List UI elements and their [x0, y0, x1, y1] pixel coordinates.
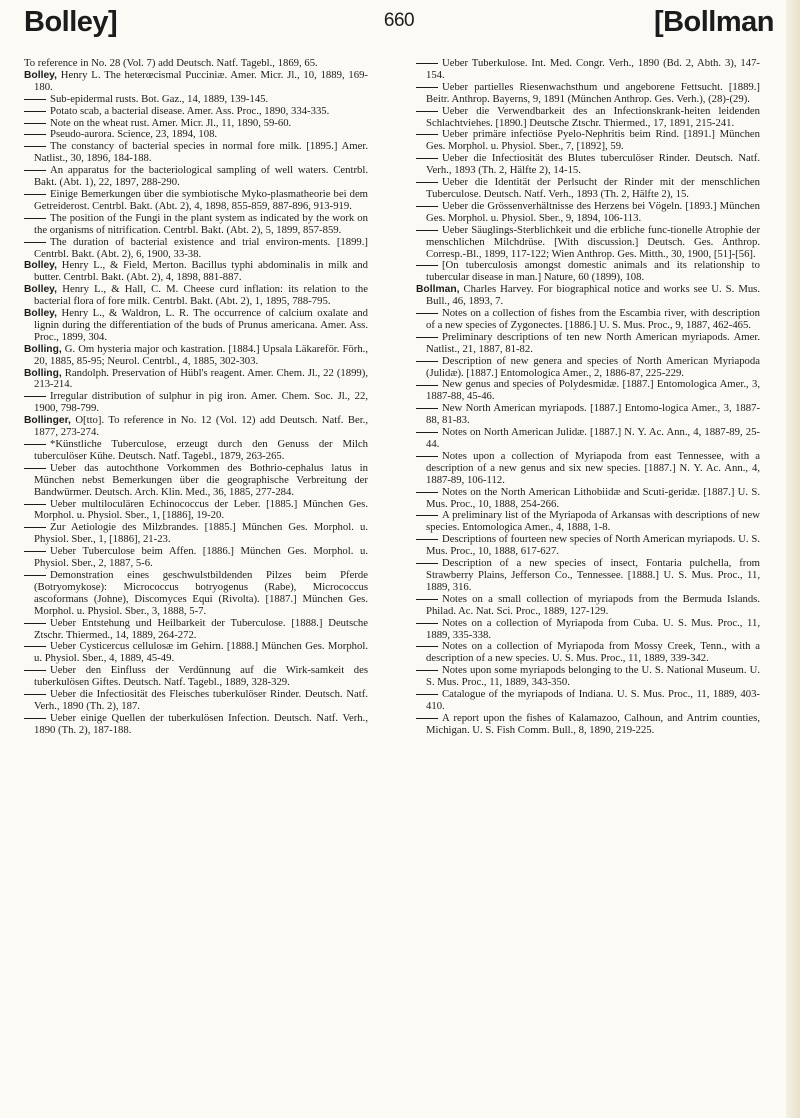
bibliography-entry — [416, 356, 760, 380]
entry-text: Notes on a collection of fishes from the Escambia river, with description of a new species of Zygonectes. [1886.] U. S. Mus. Proc., 9, 1887, 462-465. — [426, 307, 760, 331]
bibliography-entry — [24, 391, 368, 415]
ditto-dash — [24, 111, 46, 112]
ditto-dash — [416, 646, 438, 647]
entry-text: Notes on a collection of Myriapoda from Cuba. U. S. Mus. Proc., 11, 1889, 335-338. — [426, 616, 760, 641]
bibliography-entry — [24, 689, 368, 713]
bibliography-entry — [416, 618, 760, 642]
bibliography-entry — [416, 451, 760, 487]
entry-author: Bolley, — [24, 260, 57, 272]
entry-text: Ueber Cysticercus cellulosæ im Gehirn. [1888.] München Ges. Morphol. u. Physiol. Sber., 4, 1889, 45-49. — [34, 640, 368, 665]
bibliography-entry — [24, 499, 368, 523]
ditto-dash — [24, 575, 46, 576]
entry-author: Bolley, — [24, 284, 57, 296]
entry-text: Note on the wheat rust. Amer. Micr. Jl., 11, 1890, 59-60. — [50, 116, 292, 129]
entry-text: Ueber Entstehung und Heilbarkeit der Tuberculose. [1888.] Deutsche Ztschr. Thiermed., 14, 1889, 264-272. — [34, 616, 368, 641]
ditto-dash — [416, 385, 438, 386]
entry-text: To reference in No. 28 (Vol. 7) add Deutsch. Natf. Tagebl., 1869, 65. — [24, 57, 318, 69]
entry-text: Sub-epidermal rusts. Bot. Gaz., 14, 1889, 139-145. — [50, 92, 269, 105]
ditto-dash — [24, 468, 46, 469]
entry-text: Ueber die Identität der Perlsucht der Rinder mit der menschlichen Tuberculose. Deutsch. Natf. Verh., 1893 (Th. 2, Hälfte 2), 15. — [426, 176, 760, 200]
entry-text: Notes on a collection of Myriapoda from Mossy Creek, Tenn., with a description of a new species. U. S. Mus. Proc., 11, 1889, 339-342. — [426, 640, 760, 665]
entry-text: Charles Harvey. For biographical notice and works see U. S. Mus. Bull., 46, 1893, 7. — [426, 283, 760, 308]
entry-text: [On tuberculosis amongst domestic animals and its relationship to tubercular disease in man.] Nature, 60 (1899), 108. — [426, 259, 760, 284]
entry-author: Bolley, — [24, 308, 57, 320]
bibliography-entry — [24, 141, 368, 165]
ditto-dash — [24, 242, 46, 243]
bibliography-entry — [24, 165, 368, 189]
entry-text: Notes upon some myriapods belonging to the U. S. National Museum. U. S. Mus. Proc., 11, 1889, 343-350. — [426, 664, 760, 689]
entry-text: Ueber primäre infectiöse Pyelo-Nephritis beim Rind. [1891.] München Ges. Morphol. u. Physiol. Sber., 7, [1892], 59. — [426, 128, 760, 153]
bibliography-entry — [24, 344, 368, 368]
entry-text: *Künstliche Tuberculose, erzeugt durch den Genuss der Milch tuberculöser Kühe. Deutsch. Natf. Tagebl., 1879, 263-265. — [34, 438, 368, 462]
bibliography-entry — [24, 70, 368, 94]
entry-text: Ueber einige Quellen der tuberkulösen Infection. Deutsch. Natf. Verh., 1890 (Th. 2), 187-188. — [34, 711, 368, 736]
ditto-dash — [24, 396, 46, 397]
ditto-dash — [416, 361, 438, 362]
bibliography-entry — [24, 618, 368, 642]
running-head-left: Bolley] — [24, 6, 118, 38]
bibliography-entry — [24, 546, 368, 570]
ditto-dash — [416, 230, 438, 231]
page-number: 660 — [383, 10, 415, 31]
bibliography-entry — [24, 415, 368, 439]
ditto-dash — [416, 111, 438, 112]
bibliography-entry — [24, 665, 368, 689]
bibliography-entry — [416, 332, 760, 356]
entry-author: Bolling, — [24, 367, 62, 379]
entry-text: Notes on a small collection of myriapods from the Bermuda Islands. Philad. Ac. Nat. Sci. Proc., 1889, 127-129. — [426, 592, 760, 617]
ditto-dash — [416, 539, 438, 540]
entry-text: A preliminary list of the Myriapoda of Arkansas with descriptions of new species. Entomologica Amer., 4, 1888, 1-8. — [426, 509, 760, 534]
bibliography-entry — [24, 260, 368, 284]
bibliography-entry — [416, 379, 760, 403]
ditto-dash — [24, 444, 46, 445]
ditto-dash — [416, 563, 438, 564]
entry-text: Pseudo-aurora. Science, 23, 1894, 108. — [50, 128, 218, 141]
bibliography-entry — [416, 153, 760, 177]
bibliography-entry — [416, 177, 760, 201]
bibliography-entry — [24, 463, 368, 499]
entry-text: Irregular distribution of sulphur in pig iron. Amer. Chem. Soc. Jl., 22, 1900, 798-799. — [34, 390, 368, 415]
entry-text: Ueber partielles Riesenwachsthum und angeborene Fettsucht. [1889.] Beitr. Anthrop. Bayerns, 9, 1891 (München Anthrop. Ges. Verh.), (28)-(29). — [426, 80, 760, 105]
bibliography-entry — [416, 58, 760, 82]
entry-text: Ueber multiloculären Echinococcus der Leber. [1885.] München Ges. Morphol. u. Physiol. Sber., 1, [1886], 19-20. — [34, 497, 368, 522]
bibliography-entry — [416, 713, 760, 737]
ditto-dash — [416, 87, 438, 88]
bibliography-entry — [24, 522, 368, 546]
ditto-dash — [24, 218, 46, 219]
bibliography-entry — [416, 689, 760, 713]
entry-text: O[tto]. To reference in No. 12 (Vol. 12) add Deutsch. Natf. Ber., 1877, 273-274. — [34, 414, 369, 439]
entry-text: Preliminary descriptions of ten new North American myriapods. Amer. Natlist., 21, 1887, 81-82. — [426, 330, 760, 355]
entry-text: A report upon the fishes of Kalamazoo, Calhoun, and Antrim counties, Michigan. U. S. Fish Comm. Bull., 8, 1890, 219-225. — [426, 711, 760, 736]
ditto-dash — [24, 146, 46, 147]
entry-text: Henry L., & Hall, C. M. Cheese curd inflation: its relation to the bacterial flora of fore milk. Centrbl. Bakt. (Abt. 2), 1, 1895, 788-795. — [34, 283, 369, 308]
bibliography-entry — [416, 487, 760, 511]
entry-text: New genus and species of Polydesmidæ. [1887.] Entomologica Amer., 3, 1887-88, 45-46. — [426, 378, 760, 403]
ditto-dash — [416, 599, 438, 600]
entry-text: Description of new genera and species of North American Myriapoda (Julidæ). [1887.] Entomologica Amer., 2, 1886-87, 225-229. — [426, 354, 760, 379]
entry-text: Catalogue of the myriapods of Indiana. U. S. Mus. Proc., 11, 1889, 403-410. — [426, 688, 760, 712]
bibliography-entry — [24, 439, 368, 463]
entry-text: Potato scab, a bacterial disease. Amer. Ass. Proc., 1890, 334-335. — [50, 104, 330, 117]
ditto-dash — [416, 265, 438, 266]
bibliography-entry — [24, 368, 368, 392]
entry-author: Bolling, — [24, 343, 62, 355]
bibliography-entry — [416, 594, 760, 618]
ditto-dash — [24, 646, 46, 647]
ditto-dash — [24, 623, 46, 624]
bibliography-entry — [416, 534, 760, 558]
entry-text: Ueber Tuberculose beim Affen. [1886.] München Ges. Morphol. u. Physiol. Sber., 2, 1887, 5-6. — [34, 545, 368, 570]
bibliography-entry — [416, 129, 760, 153]
page-header — [24, 6, 774, 46]
ditto-dash — [416, 206, 438, 207]
ditto-dash — [416, 492, 438, 493]
left-column — [24, 58, 368, 737]
entry-text: Description of a new species of insect, Fontaria pulchella, from Strawberry Plains, Jefferson Co., Tennessee. [1888.] U. S. Mus. Proc., 11, 1889, 316. — [426, 557, 760, 593]
bibliography-entry — [416, 427, 760, 451]
ditto-dash — [416, 134, 438, 135]
bibliography-entry — [24, 570, 368, 618]
right-column — [416, 58, 760, 737]
ditto-dash — [24, 527, 46, 528]
ditto-dash — [24, 670, 46, 671]
ditto-dash — [24, 123, 46, 124]
ditto-dash — [416, 182, 438, 183]
ditto-dash — [416, 408, 438, 409]
ditto-dash — [416, 694, 438, 695]
entry-text: The position of the Fungi in the plant system as indicated by the work on the organisms of nitrification. Centrbl. Bakt. (Abt. 2), 5, 1899, 857-859. — [34, 211, 368, 236]
page-edge-shadow — [786, 0, 800, 1118]
ditto-dash — [24, 694, 46, 695]
bibliography-entry — [24, 284, 368, 308]
entry-text: Randolph. Preservation of Hübl's reagent. Amer. Chem. Jl., 22 (1899), 213-214. — [34, 366, 368, 391]
entry-text: Henry L., & Waldron, L. R. The occurrence of calcium oxalate and lignin during the differentiation of the buds of Prunus americana. Amer. Ass. Proc., 1899, 304. — [34, 307, 368, 343]
entry-text: Ueber die Infectiosität des Fleisches tuberkulöser Rinder. Deutsch. Natf. Verh., 1890 (Th. 2), 187. — [34, 688, 368, 712]
bibliography-entry — [416, 403, 760, 427]
entry-text: Zur Aetiologie des Milzbrandes. [1885.] München Ges. Morphol. u. Physiol. Sber., 1, [1886], 21-23. — [34, 521, 368, 546]
entry-text: Henry L. The heterœcismal Pucciniæ. Amer. Micr. Jl., 10, 1889, 169-180. — [34, 68, 368, 93]
entry-author: Bollinger, — [24, 415, 71, 427]
ditto-dash — [24, 99, 46, 100]
ditto-dash — [416, 456, 438, 457]
bibliography-entry — [416, 284, 760, 308]
ditto-dash — [416, 313, 438, 314]
entry-text: Ueber den Einfluss der Verdünnung auf die Wirk-samkeit des tuberkulösen Giftes. Deutsch. Natf. Tagebl., 1889, 328-329. — [34, 664, 368, 689]
ditto-dash — [416, 718, 438, 719]
entry-text: Demonstration eines geschwulstbildenden Pilzes beim Pferde (Botryomykose): Micrococcus botryogenus (Rabe), Micrococcus ascoformans (Johne), Discomyces Equi (Rivolta). [1887.] München Ges. Morphol. u. Physiol. Sber., 3, 1888, 5-7. — [34, 568, 368, 617]
ditto-dash — [24, 718, 46, 719]
bibliography-entry — [416, 201, 760, 225]
bibliography-entry — [416, 225, 760, 261]
ditto-dash — [416, 670, 438, 671]
entry-text: Notes on North American Julidæ. [1887.] N. Y. Ac. Ann., 4, 1887-89, 25-44. — [426, 426, 760, 450]
bibliography-entry — [416, 308, 760, 332]
entry-text: Descriptions of fourteen new species of North American myriapods. U. S. Mus. Proc., 10, 1888, 617-627. — [426, 533, 760, 558]
ditto-dash — [416, 158, 438, 159]
bibliography-entry — [416, 510, 760, 534]
bibliography-entry — [416, 665, 760, 689]
bibliography-entry — [416, 260, 760, 284]
entry-text: Ueber das autochthone Vorkommen des Bothrio-cephalus latus in München nebst Bemerkungen über die geographische Verbreitung der Bandwürmer. Deutsch. Arch. Klin. Med., 36, 1885, 277-284. — [34, 461, 368, 498]
entry-text: The constancy of bacterial species in normal fore milk. [1895.] Amer. Natlist., 30, 1896, 184-188. — [34, 140, 368, 165]
bibliography-entry — [24, 213, 368, 237]
entry-text: Ueber Tuberkulose. Int. Med. Congr. Verh., 1890 (Bd. 2, Abth. 3), 147-154. — [426, 57, 760, 81]
ditto-dash — [24, 194, 46, 195]
entry-text: Notes upon a collection of Myriapoda from east Tennessee, with a description of a new genus and six new species. [1887.] N. Y. Ac. Ann., 4, 1887-89, 106-112. — [426, 449, 760, 486]
bibliography-entry — [24, 308, 368, 344]
entry-text: Einige Bemerkungen über die symbiotische Myko-plasmatheorie bei dem Getreiderost. Centrbl. Bakt. (Abt. 2), 4, 1898, 855-859, 887-896, 913-919. — [34, 187, 368, 212]
ditto-dash — [24, 134, 46, 135]
entry-text: Ueber die Verwendbarkeit des an Infectionskrank-heiten leidenden Schlachtviehes. [1890.] Deutsche Ztschr. Thiermed., 17, 1891, 215-241. — [426, 104, 760, 129]
ditto-dash — [416, 623, 438, 624]
entry-text: Ueber Säuglings-Sterblichkeit und die erbliche func-tionelle Atrophie der menschlichen Milchdrüse. [With discussion.] Deutsch. Ges. Anthrop. Corresp.-Bl., 1899, 117-122; Wien Anthrop. Ges. Mitth., 30, 1900, [51]-[56]. — [426, 223, 760, 260]
ditto-dash — [24, 170, 46, 171]
running-head-right: [Bollman — [653, 6, 774, 38]
entry-author: Bolley, — [24, 69, 57, 81]
bibliography-entry — [24, 237, 368, 261]
ditto-dash — [24, 504, 46, 505]
ditto-dash — [416, 337, 438, 338]
bibliography-entry — [24, 713, 368, 737]
ditto-dash — [416, 63, 438, 64]
bibliography-entry — [416, 82, 760, 106]
bibliography-entry — [24, 189, 368, 213]
entry-text: Ueber die Infectiosität des Blutes tuberculöser Rinder. Deutsch. Natf. Verh., 1893 (Th. 2, Hälfte 2), 14-15. — [426, 152, 760, 177]
entry-text: New North American myriapods. [1887.] Entomo-logica Amer., 3, 1887-88, 81-83. — [426, 402, 760, 427]
bibliography-entry — [416, 558, 760, 594]
entry-text: Notes on the North American Lithobiidæ and Scuti-geridæ. [1887.] U. S. Mus. Proc., 10, 1888, 254-266. — [426, 485, 760, 510]
entry-text: G. Om hysteria major och kastration. [1884.] Upsala Läkareför. Förh., 20, 1885, 85-95; Neurol. Centrbl., 4, 1885, 302-303. — [34, 342, 369, 367]
entry-text: An apparatus for the bacteriological sampling of well waters. Centrbl. Bakt. (Abt. 1), 22, 1897, 288-290. — [34, 164, 368, 189]
bibliography-entry — [24, 641, 368, 665]
bibliography-entry — [416, 641, 760, 665]
ditto-dash — [416, 432, 438, 433]
bibliography-entry — [416, 106, 760, 130]
entry-text: Henry L., & Field, Merton. Bacillus typhi abdominalis in milk and butter. Centrbl. Bakt. (Abt. 2), 4, 1898, 881-887. — [34, 259, 368, 284]
ditto-dash — [24, 551, 46, 552]
entry-author: Bollman, — [416, 284, 460, 296]
ditto-dash — [416, 515, 438, 516]
entry-text: Ueber die Grössenverhältnisse des Herzens bei Vögeln. [1893.] München Ges. Morphol. u. Physiol. Sber., 9, 1894, 106-113. — [426, 199, 760, 224]
entry-text: The duration of bacterial existence and trial environ-ments. [1899.] Centrbl. Bakt. (Abt. 2), 6, 1900, 33-38. — [34, 235, 368, 260]
